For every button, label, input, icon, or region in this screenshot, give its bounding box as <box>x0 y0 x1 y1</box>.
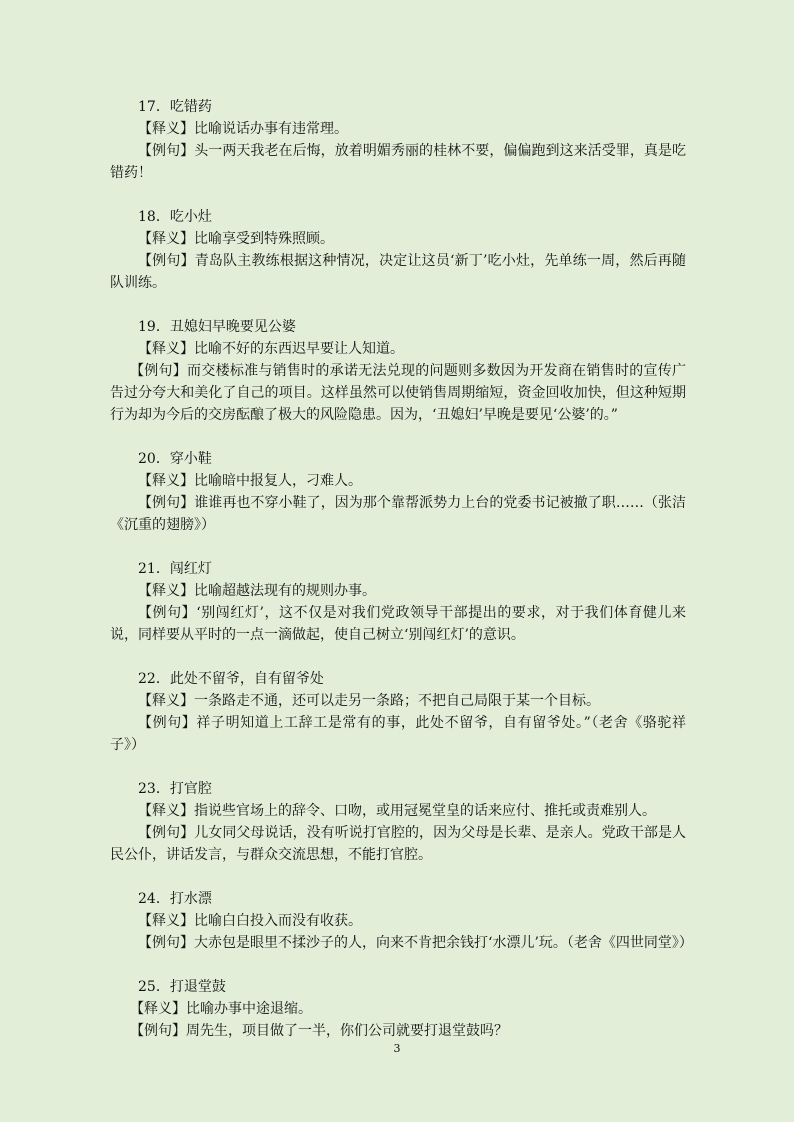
idiom-entry <box>110 778 686 866</box>
entry-example: 【例句】儿女同父母说话，没有听说打官腔的，因为父母是长辈、是亲人。党政干部是人民公仆，讲话发言，与群众交流思想，不能打官腔。 <box>110 825 686 863</box>
idiom-entry <box>110 668 686 756</box>
entry-title: 17．吃错药 <box>138 99 212 115</box>
idiom-entry <box>110 96 686 184</box>
entry-meaning: 【释义】比喻说话办事有违常理。 <box>138 121 348 137</box>
entry-title: 25．打退堂鼓 <box>138 979 226 995</box>
entry-meaning: 【释义】比喻超越法现有的规则办事。 <box>138 583 376 599</box>
page-number: 3 <box>393 1042 401 1055</box>
entry-meaning: 【释义】比喻享受到特殊照顾。 <box>138 231 334 247</box>
idiom-entry <box>110 206 686 294</box>
idiom-entry <box>110 976 686 1042</box>
entry-meaning: 【释义】比喻暗中报复人，刁难人。 <box>138 473 362 489</box>
entry-example: 【例句】祥子明知道上工辞工是常有的事，此处不留爷，自有留爷处。”（老舍《骆驼祥子》） <box>110 715 686 753</box>
idiom-entry <box>110 448 686 536</box>
entry-title: 21．闯红灯 <box>138 561 212 577</box>
entry-example: 【例句】青岛队主教练根据这种情况，决定让这员‘新丁’吃小灶，先单练一周，然后再随队训练。 <box>110 253 686 291</box>
idiom-entry <box>110 888 693 954</box>
idiom-entry <box>110 316 686 426</box>
entry-title: 23．打官腔 <box>138 781 212 797</box>
entry-meaning: 【释义】比喻白白投入而没有收获。 <box>138 913 362 929</box>
entry-example: 【例句】‘别闯红灯’，这不仅是对我们党政领导干部提出的要求，对于我们体育健儿来说，同样要从平时的一点一滴做起，使自己树立‘别闯红灯’的意识。 <box>110 605 686 643</box>
entry-meaning: 【释义】指说些官场上的辞令、口吻，或用冠冕堂皇的话来应付、推托或责难别人。 <box>138 803 656 819</box>
entry-title: 19．丑媳妇早晚要见公婆 <box>138 319 296 335</box>
entry-title: 20．穿小鞋 <box>138 451 212 467</box>
entry-meaning: 【释义】一条路走不通，还可以走另一条路；不把自己局限于某一个目标。 <box>138 693 600 709</box>
entry-title: 24．打水漂 <box>138 891 212 907</box>
document-body <box>110 96 693 1064</box>
entry-meaning: 【释义】比喻办事中途退缩。 <box>130 1001 312 1017</box>
entry-example: 【例句】而交楼标准与销售时的承诺无法兑现的问题则多数因为开发商在销售时的宣传广告过分夸大和美化了自己的项目。这样虽然可以使销售周期缩短，资金回收加快，但这种短期行为却为今后的交房酝酿了极大的风险隐患。因为，‘丑媳妇’早晚是要见‘公婆’的。” <box>110 363 686 423</box>
entry-title: 22．此处不留爷，自有留爷处 <box>138 671 324 687</box>
entry-example: 【例句】谁谁再也不穿小鞋了，因为那个靠帮派势力上台的党委书记被撤了职……（张洁《沉重的翅膀》） <box>110 495 686 533</box>
entry-example: 【例句】周先生，项目做了一半，你们公司就要打退堂鼓吗？ <box>130 1023 508 1039</box>
idiom-entry <box>110 558 686 646</box>
entry-title: 18．吃小灶 <box>138 209 212 225</box>
entry-meaning: 【释义】比喻不好的东西迟早要让人知道。 <box>138 341 404 357</box>
entry-example: 【例句】大赤包是眼里不揉沙子的人，向来不肯把余钱打‘水漂儿’玩。（老舍《四世同堂》） <box>138 935 693 951</box>
entry-example: 【例句】头一两天我老在后悔，放着明媚秀丽的桂林不要，偏偏跑到这来活受罪，真是吃错药！ <box>110 143 686 181</box>
